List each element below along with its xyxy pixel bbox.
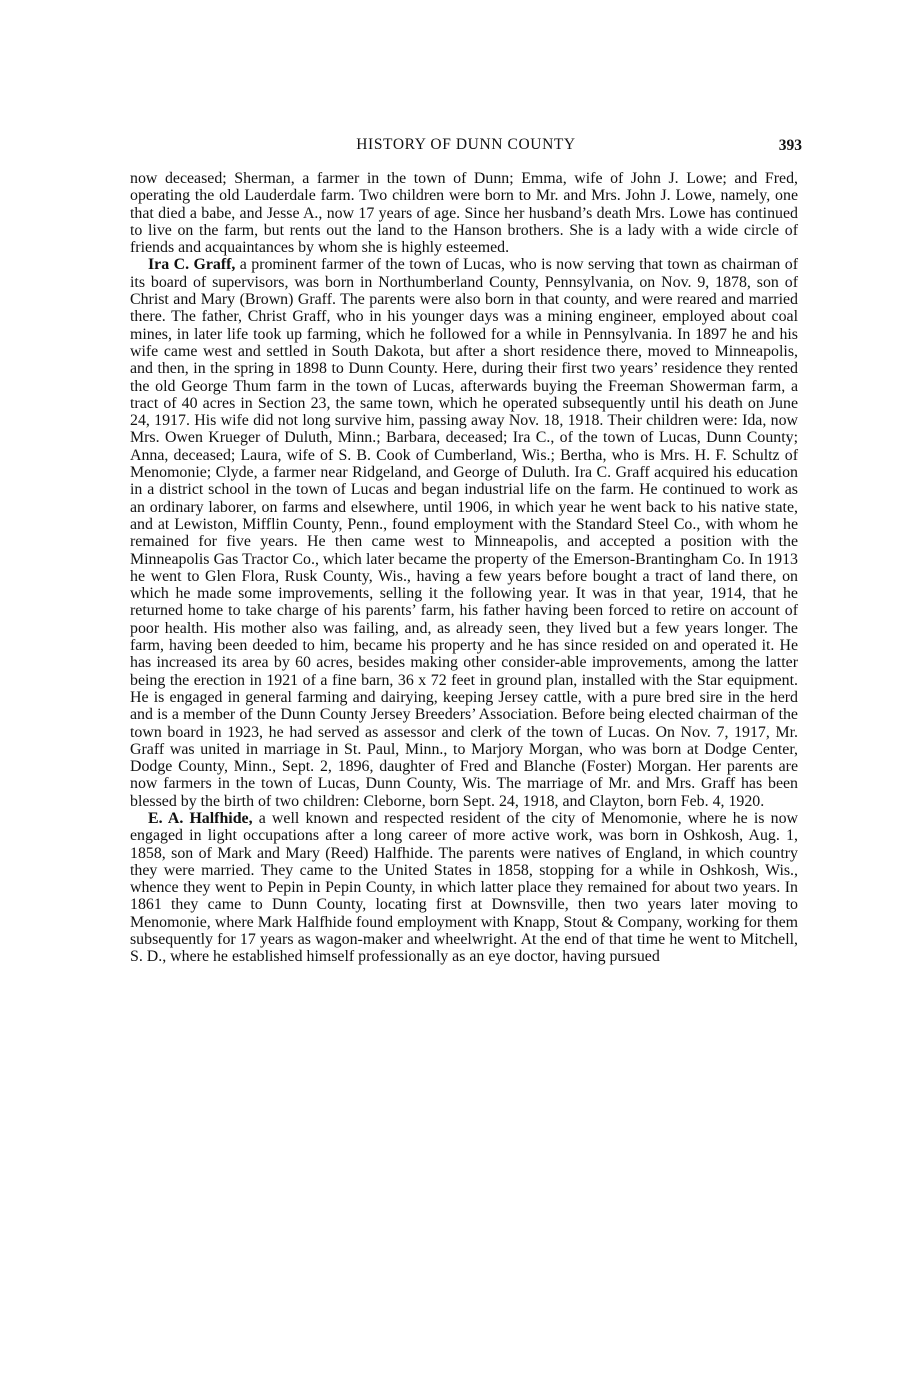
entry-text-ira-c-graff: a prominent farmer of the town of Lucas, who is now serving that town as chairman of its board of supervisors, was born in Northumberland County, Pennsylvania, on Nov. 9, 1878, son of Christ and Mary (Brown) Graff. The parents were also born in that county, and were reared and married there. The father, Christ Graff, who in his younger days was a mining engineer, employed about coal mines, in later life took up farming, which he followed for a while in Pennsylvania. In 1897 he and his wife came west and settled in South Dakota, but after a short residence there, moved to Minneapolis, and then, in the spring in 1898 to Dunn County. Here, during their first two years’ residence they rented the old George Thum farm in the town of Lucas, afterwards buying the Freeman Showerman farm, a tract of 40 acres in Section 23, the same town, which he operated subsequently until his death on June 24, 1917. His wife did not long survive him, passing away Nov. 18, 1918. Their children were: Ida, now Mrs. Owen Krueger of Duluth, Minn.; Barbara, deceased; Ira C., of the town of Lucas, Dunn County; Anna, deceased; Laura, wife of S. B. Cook of Cumberland, Wis.; Bertha, who is Mrs. H. F. Schultz of Menomonie; Clyde, a farmer near Ridgeland, and George of Duluth. Ira C. Graff acquired his education in a district school in the town of Lucas and began industrial life on the farm. He continued to work as an ordinary laborer, on farms and elsewhere, until 1906, in which year he went back to his native state, and at Lewiston, Mifflin County, Penn., found employment with the Standard Steel Co., with whom he remained for five years. He then came west to Minneapolis, and accepted a position with the Minneapolis Gas Tractor Co., which later became the property of the Emerson-Brantingham Co. In 1913 he went to Glen Flora, Rusk County, Wis., having a few years before bought a tract of land there, on which he made some improvements, selling it the following year. It was in that year, 1914, that he returned home to take charge of his parents’ farm, his father having been forced to retire on account of poor health. His mother also was failing, and, as already seen, they lived but a few years longer. The farm, having been deeded to him, became his property and he has since resided on and operated it. He has increased its area by 60 acres, besides making other consider-able improvements, among the latter being the erection in 1921 of a fine barn, 36 x 72 feet in ground plan, installed with the Star equipment. He is engaged in general farming and dairying, keeping Jersey cattle, with a pure bred sire in the herd and is a member of the Dunn County Jersey Breeders’ Association. Before being elected chairman of the town board in 1923, he had served as assessor and clerk of the town of Lucas. On Nov. 7, 1917, Mr. Graff was united in marriage in St. Paul, Minn., to Marjory Morgan, who was born at Dodge Center, Dodge County, Minn., Sept. 2, 1896, daughter of Fred and Blanche (Foster) Morgan. Her parents are now farmers in the town of Lucas, Dunn County, Wis. The marriage of Mr. and Mrs. Graff has been blessed by the birth of two children: Cleborne, born Sept. 24, 1918, and Clayton, born Feb. 4, 1920. — [130, 256, 798, 810]
entry-text-e-a-halfhide: a well known and respected resident of the city of Menomonie, where he is now engaged in light occupations after a long career of more active work, was born in Oshkosh, Aug. 1, 1858, son of Mark and Mary (Reed) Halfhide. The parents were natives of England, in which country they were married. They came to the United States in 1858, stopping for a while in Oshkosh, Wis., whence they went to Pepin in Pepin County, in which latter place they remained for about two years. In 1861 they came to Dunn County, locating first at Downsville, then two years later moving to Menomonie, where Mark Halfhide found employment with Knapp, Stout & Company, working for them subsequently for 17 years as wagon-maker and wheelwright. At the end of that time he went to Mitchell, S. D., where he established himself professionally as an eye doctor, having pursued — [130, 809, 798, 966]
entry-name-e-a-halfhide: E. A. Halfhide, — [148, 809, 253, 827]
entry-name-ira-c-graff: Ira C. Graff, — [148, 256, 236, 274]
paragraph-ira-c-graff — [130, 256, 798, 810]
page-header — [130, 136, 802, 158]
paragraph-e-a-halfhide — [130, 810, 798, 966]
running-title: HISTORY OF DUNN COUNTY — [356, 136, 576, 153]
paragraph-lowe-continuation: now deceased; Sherman, a farmer in the town of Dunn; Emma, wife of John J. Lowe; and Fred, operating the old Lauderdale farm. Two children were born to Mr. and Mrs. John J. Lowe, namely, one that died a babe, and Jesse A., now 17 years of age. Since her husband’s death Mrs. Lowe has continued to live on the farm, but rents out the land to the Hanson brothers. She is a lady with a wide circle of friends and acquaintances by whom she is highly esteemed. — [130, 170, 798, 257]
body-text — [130, 170, 798, 966]
page-number: 393 — [778, 137, 802, 154]
